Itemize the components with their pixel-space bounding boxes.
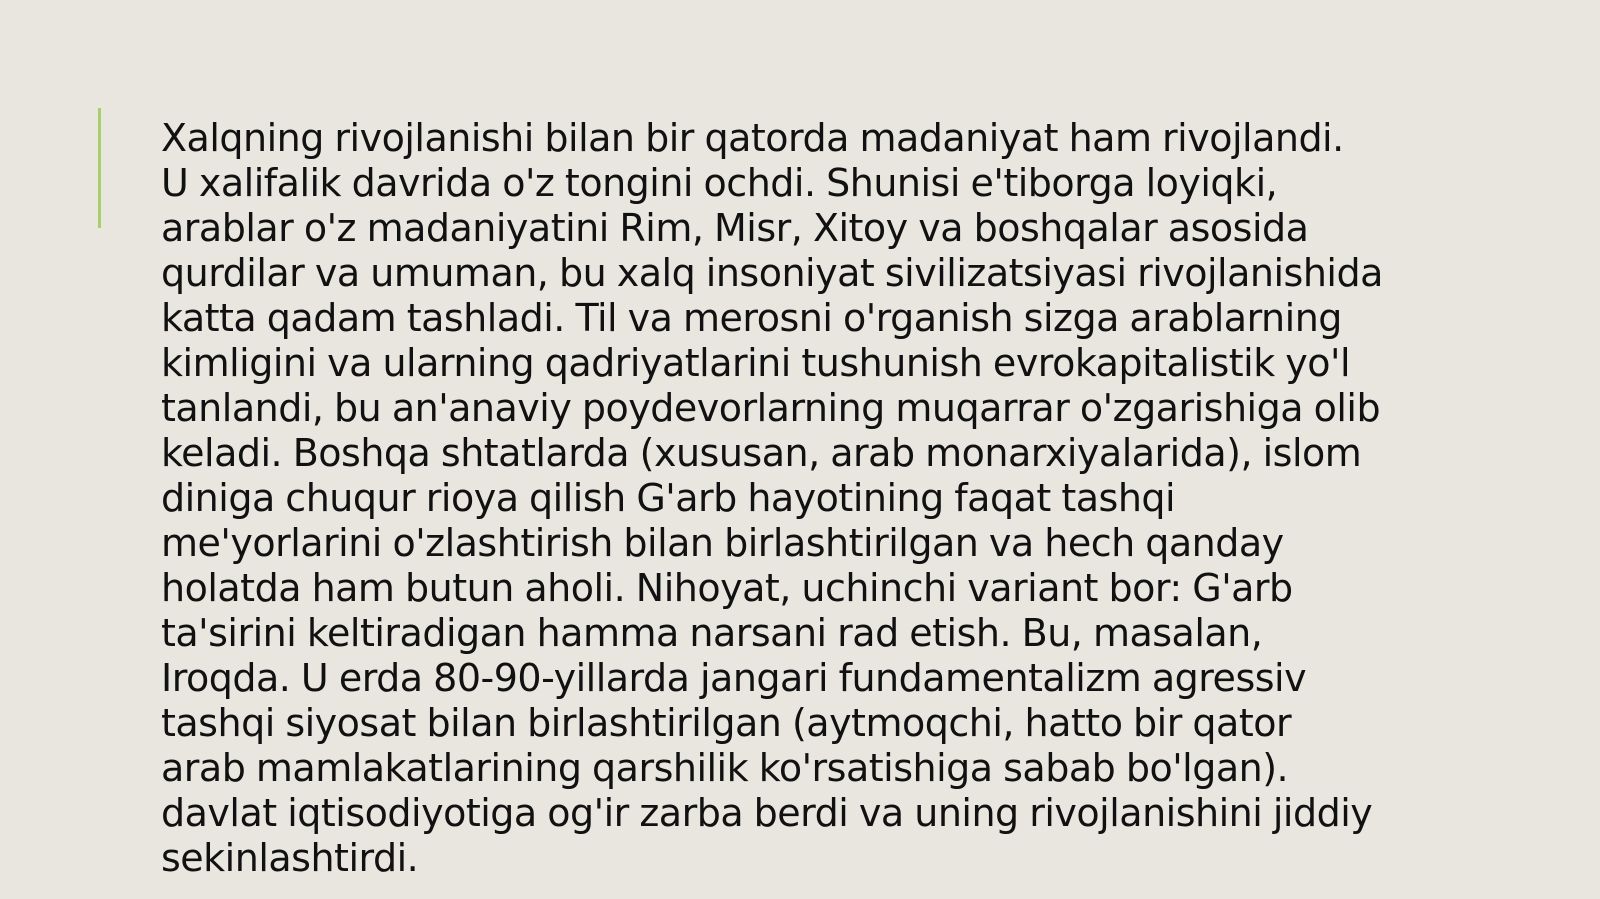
text-line: keladi. Boshqa shtatlarda (xususan, arab monarxiyalarida), islom <box>161 431 1362 475</box>
text-line: U xalifalik davrida o'z tongini ochdi. Shunisi e'tiborga loyiqki, <box>161 161 1278 205</box>
text-line: arab mamlakatlarining qarshilik ko'rsatishiga sabab bo'lgan). <box>161 746 1289 790</box>
text-line: diniga chuqur rioya qilish G'arb hayotining faqat tashqi <box>161 476 1176 520</box>
text-line: qurdilar va umuman, bu xalq insoniyat sivilizatsiyasi rivojlanishida <box>161 251 1383 295</box>
text-line: tashqi siyosat bilan birlashtirilgan (aytmoqchi, hatto bir qator <box>161 701 1292 745</box>
text-line: Iroqda. U erda 80-90-yillarda jangari fundamentalizm agressiv <box>161 656 1307 700</box>
text-line: tanlandi, bu an'anaviy poydevorlarning muqarrar o'zgarishiga olib <box>161 386 1381 430</box>
body-paragraph <box>161 116 1481 881</box>
text-line: Xalqning rivojlanishi bilan bir qatorda madaniyat ham rivojlandi. <box>161 116 1344 160</box>
accent-bar <box>98 108 101 228</box>
text-line: katta qadam tashladi. Til va merosni o'rganish sizga arablarning <box>161 296 1342 340</box>
text-line: holatda ham butun aholi. Nihoyat, uchinchi variant bor: G'arb <box>161 566 1293 610</box>
text-line: davlat iqtisodiyotiga og'ir zarba berdi va uning rivojlanishini jiddiy <box>161 791 1373 835</box>
text-line: sekinlashtirdi. <box>161 836 419 880</box>
text-line: kimligini va ularning qadriyatlarini tushunish evrokapitalistik yo'l <box>161 341 1351 385</box>
text-line: ta'sirini keltiradigan hamma narsani rad etish. Bu, masalan, <box>161 611 1263 655</box>
text-line: arablar o'z madaniyatini Rim, Misr, Xitoy va boshqalar asosida <box>161 206 1309 250</box>
text-line: me'yorlarini o'zlashtirish bilan birlashtirilgan va hech qanday <box>161 521 1284 565</box>
